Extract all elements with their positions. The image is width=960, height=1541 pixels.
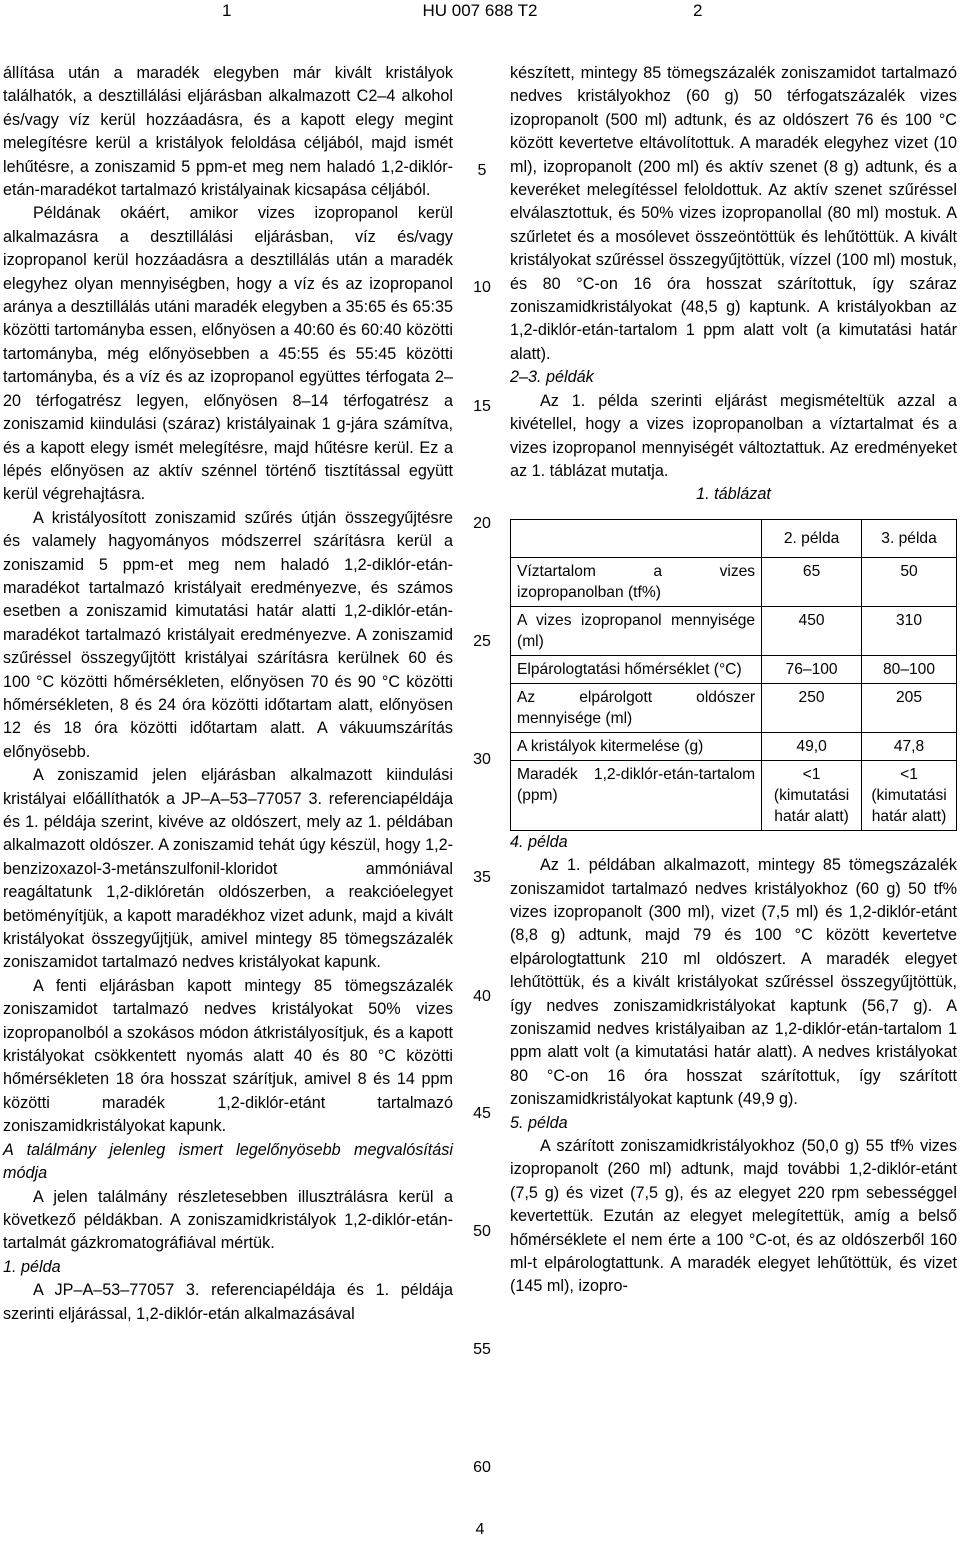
page-number-left: 1 [222,1,232,20]
table-row [511,557,957,606]
paragraph: készített, mintegy 85 tömegszázalék zoniszamidot tartalmazó nedves kristályokhoz (60 g) 50 térfogatszázalék vizes izopropanolt (500 ml) adtunk, és az oldószert 76 és 100 °C között kevertetve eltávolítottuk. A maradék elegyhez vizet (10 ml), izopropanolt (200 ml) és aktív szenet (8 g) adtunk, és a keveréket melegítéssel feloldottuk. Az aktív szenet szűréssel elválasztottuk, és 50% vizes izopropanollal (80 ml) mostuk. A szűrletet és a mosólevet összeöntöttük és lehűtöttük. A kivált kristályokat szűréssel összegyűjtöttük, vízzel (100 ml) mostuk, és 80 °C-on 16 óra hosszat szárítottuk, így száraz zoniszamidkristályokat (48,5 g) kaptunk. A kristályokban az 1,2-diklór-etán-tartalom 1 ppm alatt volt (a kimutatási határ alatt). [510,64,957,363]
table-header-cell [511,519,762,557]
table-cell: 76–100 [762,655,862,683]
line-number: 40 [473,988,491,1005]
example-heading: 4. példa [510,832,568,851]
table-row [511,655,957,683]
table-cell: 80–100 [862,655,957,683]
section-heading: A találmány jelenleg ismert legelőnyösebb megvalósítási módja [3,1140,453,1183]
results-table [510,519,957,831]
example-heading: 5. példa [510,1113,568,1132]
table-cell: Víztartalom a vizes izopropanolban (tf%) [511,557,762,606]
line-number: 5 [477,162,487,179]
paragraph: A fenti eljárásban kapott mintegy 85 tömegszázalék zoniszamidot tartalmazó nedves kristályokat 50% vizes izopropanolból a szokásos módon átkristályosítjuk, és a kapott kristályokat csökkentett nyomás alatt 40 és 80 °C közötti hőmérsékleten 18 óra hosszat szárítjuk, amivel 8 és 14 ppm közötti maradék 1,2-diklór-etánt tartalmazó zoniszamidkristályokat kapunk. [3,976,453,1136]
table-cell: 450 [762,606,862,655]
page-header [0,0,960,28]
paragraph: A kristályosított zoniszamid szűrés útján összegyűjtésre és valamely hagyományos módszerrel szárításra kerül a zoniszamid 5 ppm-et meg nem haladó 1,2-diklór-etán-maradékot tartalmazó kristályait eredményezve, és számos esetben a zoniszamid kimutatási határ alatti 1,2-diklór-etán-maradékot tartalmazó kristályait eredményezve. A zoniszamid szűréssel összegyűjtött kristályai szárításra kerülnek 60 és 100 °C közötti hőmérsékleten, előnyösen 70 és 90 °C közötti hőmérsékleten, 8 és 24 óra közötti időtartam alatt, előnyösen 12 és 18 óra közötti időtartam alatt. A vákuumszárítás előnyösebb. [3,508,453,761]
paragraph: A JP–A–53–77057 3. referenciapéldája és 1. példája szerinti eljárással, 1,2-diklór-etán alkalmazásával [3,1281,453,1323]
table-row [511,683,957,732]
paragraph: Az 1. példában alkalmazott, mintegy 85 tömegszázalék zoniszamidot tartalmazó nedves kristályokhoz (60 g) 50 tf% vizes izopropanolt (300 ml), vizet (7,5 ml) és 1,2-diklór-etánt (8,8 g) adtunk, majd 79 és 100 °C között kevertetve elpárologtattunk 210 ml oldószert. A maradék elegyet lehűtöttük, és a kivált kristályokat szűréssel összegyűjtöttük, így nedves zoniszamidkristályokat kaptunk (56,7 g). A zoniszamid nedves kristályaiban az 1,2-diklór-etán-tartalom 1 ppm alatt volt (a kimutatási határ alatt). A nedves kristályokat 80 °C-on 16 óra hosszat szárítottuk, így szárított zoniszamidkristályokat kaptunk (49,9 g). [510,856,957,1109]
line-number: 50 [473,1223,491,1240]
table-cell: 310 [862,606,957,655]
table-cell: A vizes izopropanol mennyisége (ml) [511,606,762,655]
line-number: 10 [473,279,491,296]
left-column [3,62,453,1326]
paragraph: A zoniszamid jelen eljárásban alkalmazott kiindulási kristályai előállíthatók a JP–A–53–77057 3. referenciapéldája és 1. példája szerint, kivéve az oldószert, mely az 1. példában alkalmazott oldószer. A zoniszamid tehát úgy készül, hogy 1,2-benzizoxazol-3-metánszulfonil-kloridot ammóniával reagáltatunk 1,2-diklóretán oldószerben, a reakcióelegyet betöményítjük, a kapott maradékhoz vizet adunk, majd a kivált kristályokat összegyűjtjük, amivel mintegy 85 tömegszázalék zoniszamidot tartalmazó nedves kristályokat kapunk. [3,766,453,972]
table-cell: Maradék 1,2-diklór-etán-tartalom (ppm) [511,760,762,830]
table-header-row [511,519,957,557]
table-row [511,732,957,760]
paragraph: A szárított zoniszamidkristályokhoz (50,0 g) 55 tf% vizes izopropanolt (260 ml) adtunk, majd további 1,2-diklór-etánt (7,5 g) és vizet (7,5 g), és az elegyet 220 rpm sebességgel kevertettük. Ezután az elegyet melegítettük, amíg a belső hőmérséklete el nem érte a 100 °C-ot, és az oldószerből 160 ml-t elpárologtattunk. A maradék elegyet lehűtöttük, és vizet (145 ml), izopro- [510,1137,957,1296]
table-cell: 65 [762,557,862,606]
table-row [511,760,957,830]
paragraph: A jelen találmány részletesebben illusztrálásra kerül a következő példákban. A zoniszamidkristályok 1,2-diklór-etán-tartalmát gázkromatográfiával mértük. [3,1187,453,1253]
paragraph: Az 1. példa szerinti eljárást megismételtük azzal a kivétellel, hogy a vizes izopropanolban a víztartalmat és a vizes izopropanol mennyiségét változtattuk. Az eredményeket az 1. táblázat mutatja. [510,391,957,480]
line-number: 15 [473,398,491,415]
example-heading: 2–3. példák [510,368,594,387]
line-number: 30 [473,751,491,768]
table-cell: Elpárologtatási hőmérséklet (°C) [511,655,762,683]
table-cell: 49,0 [762,732,862,760]
line-number: 60 [473,1459,491,1476]
table-cell: 250 [762,683,862,732]
table-row [511,606,957,655]
table-cell: <1 (kimutatási határ alatt) [862,760,957,830]
line-number: 20 [473,515,491,532]
table-cell: 47,8 [862,732,957,760]
example-heading: 1. példa [3,1257,61,1276]
document-id: HU 007 688 T2 [422,1,538,20]
paragraph: Példának okáért, amikor vizes izopropanol kerül alkalmazásra a desztillálási eljárásban, víz és/vagy izopropanol kerül hozzáadásra a desztillálás után a maradék elegyhez olyan mennyiségben, hogy a víz és az izopropanol aránya a desztillálás utáni maradék elegyben a 35:65 és 65:35 közötti tartományba essen, előnyösen a 40:60 és 60:40 közötti tartományba, még előnyösebben a 45:55 és 55:45 közötti tartományba, és a víz és az izopropanol együttes térfogata 2–20 térfogatrész legyen, előnyösen 8–14 térfogatrész a zoniszamid kiindulási (száraz) kristályainak 1 g-jára számítva, és a kapott elegy ismét melegítésre, majd hűtésre kerül. Ez a lépés előnyösen az aktív szénnel történő tisztítással együtt kerül végrehajtásra. [3,204,453,504]
table-header-cell: 2. példa [762,519,862,557]
table-header-cell: 3. példa [862,519,957,557]
right-column [510,62,957,1299]
paragraph: állítása után a maradék elegyben már kivált kristályok találhatók, a desztillálási eljárásban alkalmazott C2–4 alkohol és/vagy víz kerül hozzáadásra, és a kapott elegy megint melegítésre kerül a kristályok feloldása céljából, majd ismét lehűtésre, a zoniszamid 5 ppm-et meg nem haladó 1,2-diklór-etán-maradékot tartalmazó kristályainak kicsapása céljából. [3,64,453,200]
table-cell: A kristályok kitermelése (g) [511,732,762,760]
table-cell: 205 [862,683,957,732]
line-number: 55 [473,1341,491,1358]
table-cell: <1 (kimutatási határ alatt) [762,760,862,830]
line-number: 45 [473,1105,491,1122]
table-caption: 1. táblázat [696,485,771,504]
table-cell: Az elpárolgott oldószer mennyisége (ml) [511,683,762,732]
page-number-right: 2 [693,1,703,20]
line-number: 35 [473,869,491,886]
table-cell: 50 [862,557,957,606]
line-number: 25 [473,633,491,650]
page-footer-number: 4 [475,1521,485,1538]
